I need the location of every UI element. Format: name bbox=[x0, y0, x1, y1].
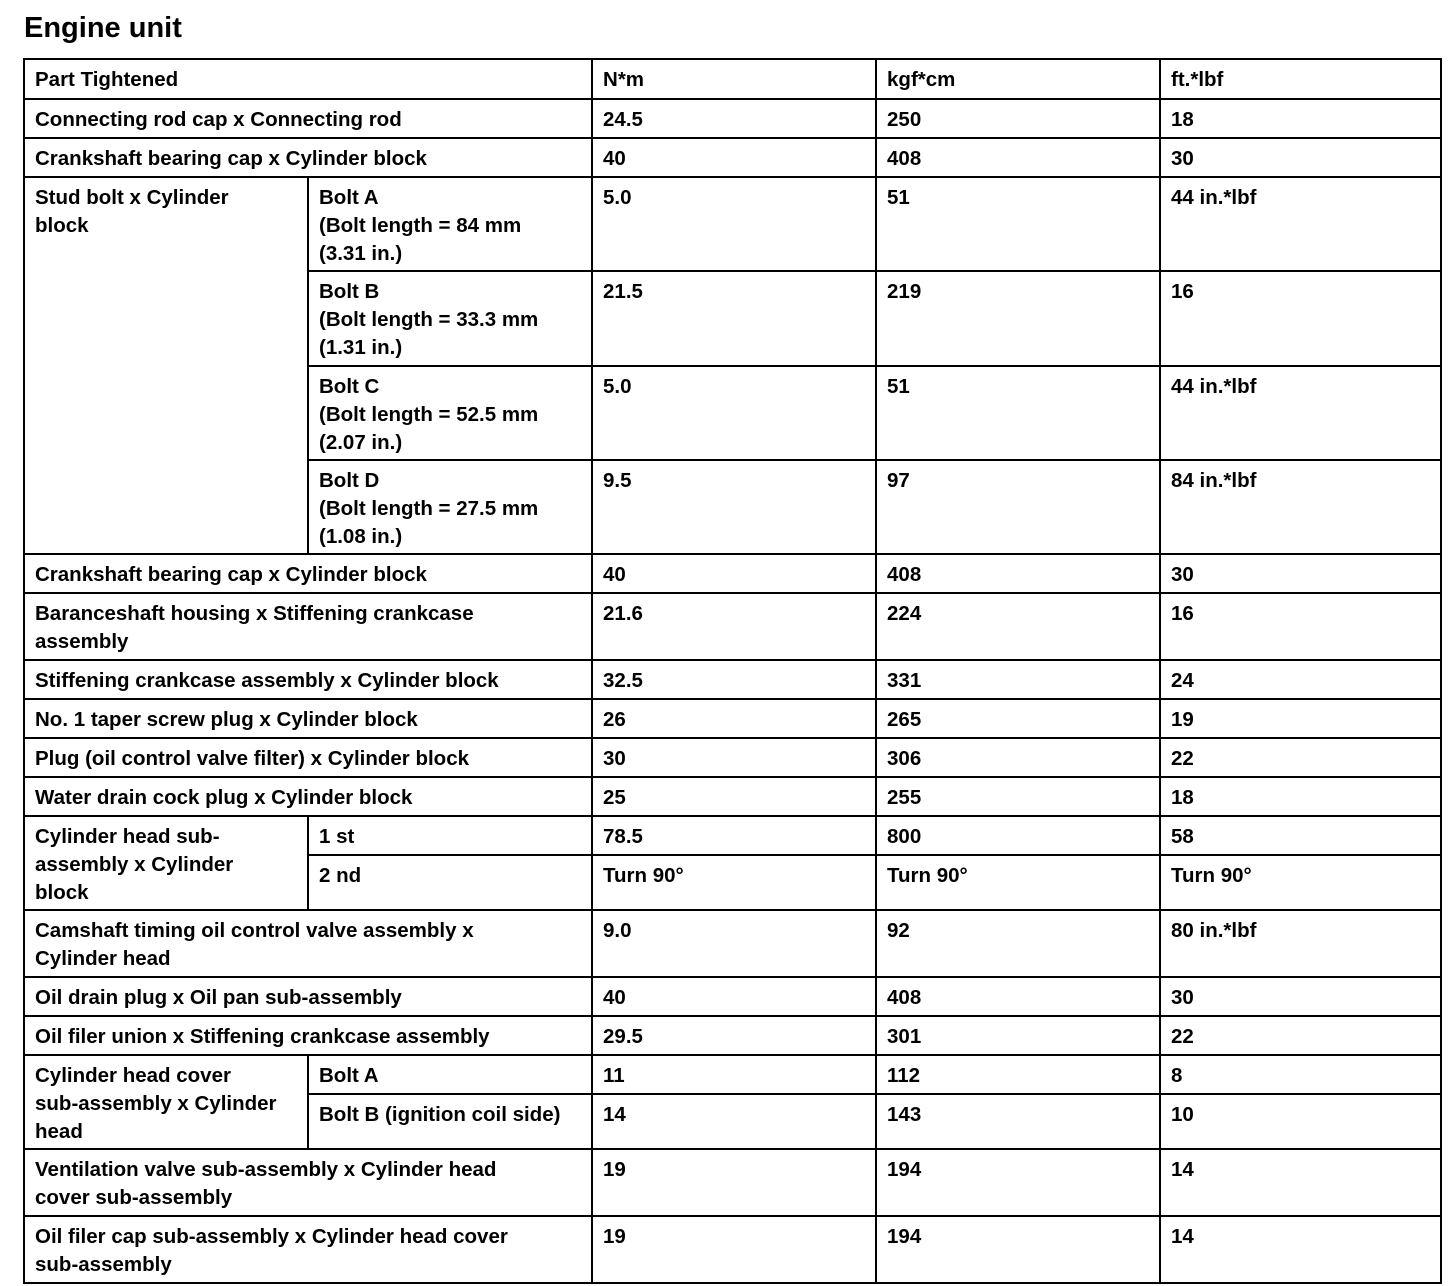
nm-cell: Turn 90° bbox=[592, 855, 876, 910]
sub-part-cell: 1 st bbox=[308, 816, 592, 855]
kgf-cell: 92 bbox=[876, 910, 1160, 977]
ftlbf-cell: 16 bbox=[1160, 271, 1441, 366]
sub-part-cell: Bolt A bbox=[308, 1055, 592, 1094]
part-cell: Oil drain plug x Oil pan sub-assembly bbox=[24, 977, 592, 1016]
table-row bbox=[24, 1216, 1441, 1283]
nm-cell: 40 bbox=[592, 977, 876, 1016]
kgf-cell: 143 bbox=[876, 1094, 1160, 1149]
nm-cell: 9.5 bbox=[592, 460, 876, 554]
part-cell: Oil filer cap sub-assembly x Cylinder head cover sub-assembly bbox=[24, 1216, 592, 1283]
ftlbf-cell: 30 bbox=[1160, 138, 1441, 177]
ftlbf-cell: 10 bbox=[1160, 1094, 1441, 1149]
kgf-cell: 97 bbox=[876, 460, 1160, 554]
nm-cell: 19 bbox=[592, 1216, 876, 1283]
kgf-cell: 408 bbox=[876, 977, 1160, 1016]
ftlbf-cell: 18 bbox=[1160, 777, 1441, 816]
part-cell: Stiffening crankcase assembly x Cylinder block bbox=[24, 660, 592, 699]
nm-cell: 25 bbox=[592, 777, 876, 816]
nm-cell: 40 bbox=[592, 554, 876, 593]
nm-cell: 29.5 bbox=[592, 1016, 876, 1055]
page-title: Engine unit bbox=[24, 12, 182, 44]
part-cell: Oil filer union x Stiffening crankcase assembly bbox=[24, 1016, 592, 1055]
part-cell: Camshaft timing oil control valve assembly x Cylinder head bbox=[24, 910, 592, 977]
part-cell: No. 1 taper screw plug x Cylinder block bbox=[24, 699, 592, 738]
part-cell: Crankshaft bearing cap x Cylinder block bbox=[24, 138, 592, 177]
part-cell: Cylinder head sub- assembly x Cylinder block bbox=[24, 816, 308, 910]
torque-table bbox=[23, 58, 1442, 1284]
kgf-cell: 408 bbox=[876, 554, 1160, 593]
kgf-cell: 255 bbox=[876, 777, 1160, 816]
nm-cell: 26 bbox=[592, 699, 876, 738]
nm-cell: 5.0 bbox=[592, 177, 876, 271]
header-part-tightened: Part Tightened bbox=[24, 59, 592, 99]
ftlbf-cell: 30 bbox=[1160, 554, 1441, 593]
kgf-cell: 306 bbox=[876, 738, 1160, 777]
ftlbf-cell: Turn 90° bbox=[1160, 855, 1441, 910]
kgf-cell: Turn 90° bbox=[876, 855, 1160, 910]
table-row bbox=[24, 699, 1441, 738]
nm-cell: 19 bbox=[592, 1149, 876, 1216]
ftlbf-cell: 84 in.*lbf bbox=[1160, 460, 1441, 554]
table-row bbox=[24, 816, 1441, 855]
sub-part-cell: Bolt A (Bolt length = 84 mm (3.31 in.) bbox=[308, 177, 592, 271]
kgf-cell: 331 bbox=[876, 660, 1160, 699]
kgf-cell: 800 bbox=[876, 816, 1160, 855]
ftlbf-cell: 30 bbox=[1160, 977, 1441, 1016]
ftlbf-cell: 18 bbox=[1160, 99, 1441, 138]
nm-cell: 21.6 bbox=[592, 593, 876, 660]
kgf-cell: 408 bbox=[876, 138, 1160, 177]
nm-cell: 32.5 bbox=[592, 660, 876, 699]
nm-cell: 40 bbox=[592, 138, 876, 177]
ftlbf-cell: 44 in.*lbf bbox=[1160, 177, 1441, 271]
part-cell: Plug (oil control valve filter) x Cylinder block bbox=[24, 738, 592, 777]
sub-part-cell: Bolt B (Bolt length = 33.3 mm (1.31 in.) bbox=[308, 271, 592, 366]
sub-part-cell: Bolt B (ignition coil side) bbox=[308, 1094, 592, 1149]
kgf-cell: 112 bbox=[876, 1055, 1160, 1094]
kgf-cell: 224 bbox=[876, 593, 1160, 660]
nm-cell: 30 bbox=[592, 738, 876, 777]
kgf-cell: 250 bbox=[876, 99, 1160, 138]
header-kgf-cm: kgf*cm bbox=[876, 59, 1160, 99]
sub-part-cell: 2 nd bbox=[308, 855, 592, 910]
table-row bbox=[24, 1149, 1441, 1216]
part-cell: Connecting rod cap x Connecting rod bbox=[24, 99, 592, 138]
header-nm: N*m bbox=[592, 59, 876, 99]
ftlbf-cell: 14 bbox=[1160, 1149, 1441, 1216]
kgf-cell: 194 bbox=[876, 1149, 1160, 1216]
kgf-cell: 194 bbox=[876, 1216, 1160, 1283]
table-row bbox=[24, 738, 1441, 777]
table-row bbox=[24, 554, 1441, 593]
ftlbf-cell: 16 bbox=[1160, 593, 1441, 660]
nm-cell: 5.0 bbox=[592, 366, 876, 460]
table-header-row bbox=[24, 59, 1441, 99]
nm-cell: 21.5 bbox=[592, 271, 876, 366]
ftlbf-cell: 22 bbox=[1160, 1016, 1441, 1055]
ftlbf-cell: 19 bbox=[1160, 699, 1441, 738]
part-cell: Stud bolt x Cylinder block bbox=[24, 177, 308, 554]
kgf-cell: 51 bbox=[876, 177, 1160, 271]
kgf-cell: 301 bbox=[876, 1016, 1160, 1055]
ftlbf-cell: 44 in.*lbf bbox=[1160, 366, 1441, 460]
part-cell: Water drain cock plug x Cylinder block bbox=[24, 777, 592, 816]
part-cell: Baranceshaft housing x Stiffening crankcase assembly bbox=[24, 593, 592, 660]
ftlbf-cell: 80 in.*lbf bbox=[1160, 910, 1441, 977]
table-row bbox=[24, 593, 1441, 660]
nm-cell: 11 bbox=[592, 1055, 876, 1094]
table-row bbox=[24, 99, 1441, 138]
ftlbf-cell: 8 bbox=[1160, 1055, 1441, 1094]
table-row bbox=[24, 777, 1441, 816]
table-row bbox=[24, 1016, 1441, 1055]
kgf-cell: 265 bbox=[876, 699, 1160, 738]
ftlbf-cell: 14 bbox=[1160, 1216, 1441, 1283]
nm-cell: 9.0 bbox=[592, 910, 876, 977]
sub-part-cell: Bolt D (Bolt length = 27.5 mm (1.08 in.) bbox=[308, 460, 592, 554]
ftlbf-cell: 22 bbox=[1160, 738, 1441, 777]
sub-part-cell: Bolt C (Bolt length = 52.5 mm (2.07 in.) bbox=[308, 366, 592, 460]
nm-cell: 14 bbox=[592, 1094, 876, 1149]
table-row bbox=[24, 1055, 1441, 1094]
kgf-cell: 51 bbox=[876, 366, 1160, 460]
part-cell: Crankshaft bearing cap x Cylinder block bbox=[24, 554, 592, 593]
table-row bbox=[24, 977, 1441, 1016]
table-row bbox=[24, 138, 1441, 177]
ftlbf-cell: 58 bbox=[1160, 816, 1441, 855]
table-row bbox=[24, 910, 1441, 977]
part-cell: Ventilation valve sub-assembly x Cylinder head cover sub-assembly bbox=[24, 1149, 592, 1216]
nm-cell: 24.5 bbox=[592, 99, 876, 138]
kgf-cell: 219 bbox=[876, 271, 1160, 366]
ftlbf-cell: 24 bbox=[1160, 660, 1441, 699]
nm-cell: 78.5 bbox=[592, 816, 876, 855]
part-cell: Cylinder head cover sub-assembly x Cylinder head bbox=[24, 1055, 308, 1149]
table-row bbox=[24, 660, 1441, 699]
header-ft-lbf: ft.*lbf bbox=[1160, 59, 1441, 99]
table-row bbox=[24, 177, 1441, 271]
